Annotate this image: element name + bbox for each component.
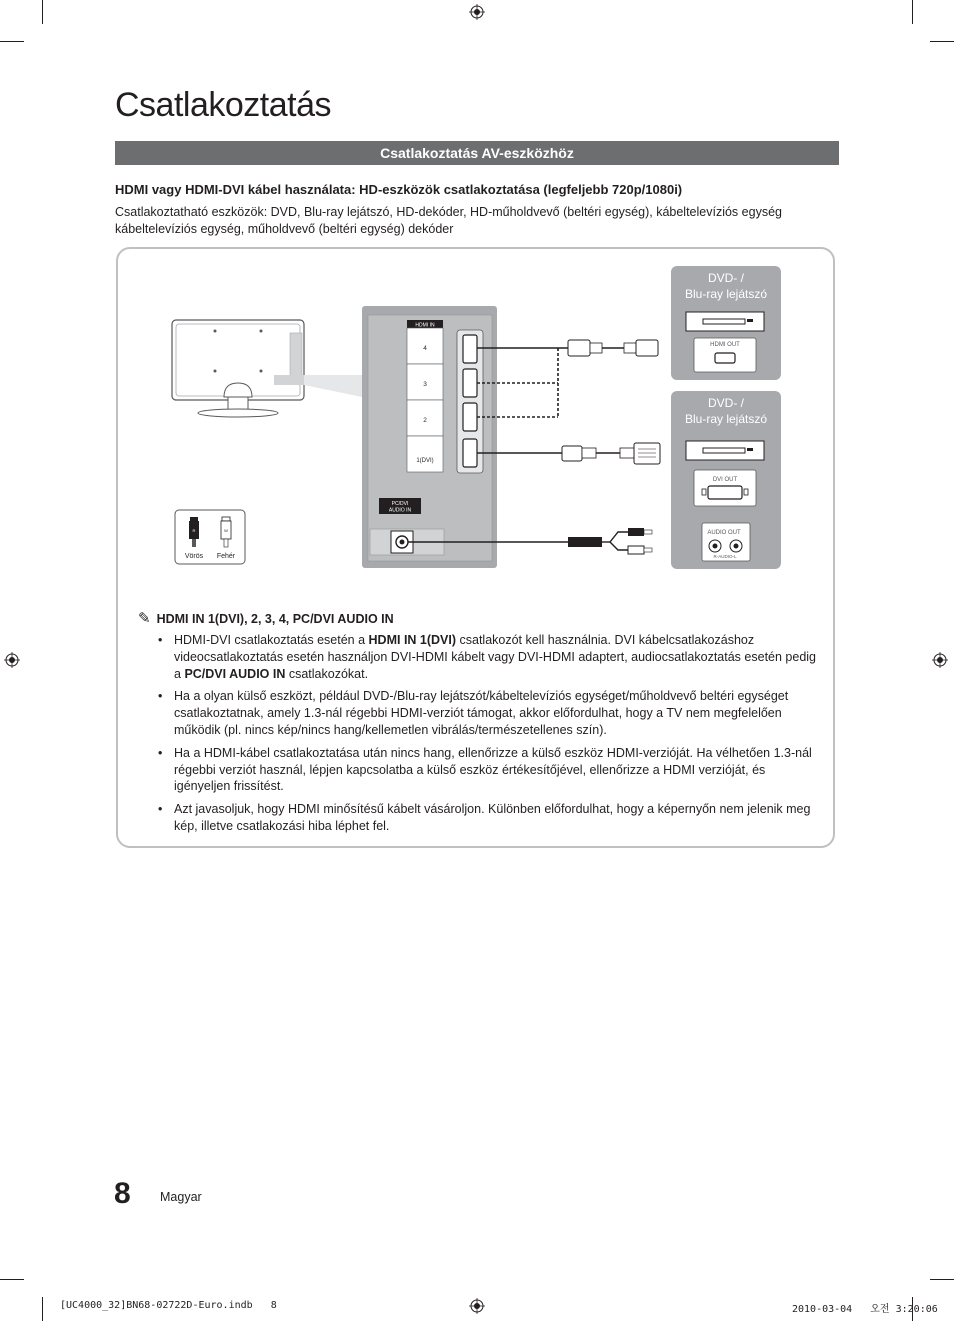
crop-mark (912, 0, 913, 24)
hdmi-port-1-label: 1(DVI) (416, 458, 434, 464)
list-item: • Ha a HDMI-kábel csatlakoztatása után nincs hang, ellenőrizze a külső eszköz HDMI-verzióját. Ha vélhetően 1.3-nál régebbi verziót használ, lépjen kapcsolatba a külső eszköz értékesítőjével, ellenőrizze a HDMI verzióját, és igényeljen frissítést. (152, 745, 818, 795)
print-slug-date: 2010-03-04 오전 3:20:06 (792, 1304, 938, 1315)
legend-red-label: Vörös (184, 553, 204, 560)
footer-language: Magyar (160, 1190, 202, 1204)
legend-white-label: Fehér (216, 553, 236, 560)
notes-heading (138, 609, 394, 627)
dvi-out-label: DVI OUT (712, 477, 738, 483)
crop-mark (0, 41, 24, 42)
list-item: • Ha a olyan külső eszközt, például DVD-/Blu-ray lejátszót/kábeltelevíziós egységet/műholdvevő beltéri egységet csatlakoztatnak, amely 1.3-nál régebbi HDMI-verziót támogat, akkor előfordulhat, hogy a TV nem megfelelően működik (pl. nincs kép/nincs hang/kellemetlen vibrálás/természetellenes szín). (152, 688, 818, 738)
pc-dvi-audio-label-1: PC/DVI (391, 501, 409, 507)
section-bar: Csatlakoztatás AV-eszközhöz (115, 141, 839, 165)
dvd-player-hdmi (671, 266, 781, 380)
registration-mark-icon (4, 652, 20, 668)
page-number: 8 (114, 1177, 131, 1210)
subheading: HDMI vagy HDMI-DVI kábel használata: HD-eszközök csatlakoztatása (legfeljebb 720p/1080i) (115, 182, 683, 197)
device-top-label-1: DVD- / (708, 271, 744, 285)
plug-r-letter: R (192, 528, 196, 533)
hdmi-cables (477, 340, 660, 464)
plug-color-legend (175, 510, 245, 564)
list-item: • Azt javasoljuk, hogy HDMI minősítésű kábelt vásároljon. Különben előfordulhat, hogy a képernyőn nem jelenik meg kép, illetve csatlakozási hiba léphet fel. (152, 801, 818, 835)
device-bottom-label-2: Blu-ray lejátszó (684, 412, 768, 426)
device-top-label-2: Blu-ray lejátszó (684, 287, 768, 301)
registration-mark-icon (469, 1298, 485, 1314)
connection-diagram (116, 247, 835, 577)
notes-list (152, 632, 818, 841)
list-item: • HDMI-DVI csatlakoztatás esetén a HDMI IN 1(DVI) csatlakozót kell használnia. DVI kábelcsatlakozáshoz videocsatlakoztatás esetén használjon DVI-HDMI kábelt vagy DVI-HDMI adaptert, audiocsatlakoztatás esetén pedig a PC/DVI AUDIO IN csatlakozókat. (152, 632, 818, 682)
tv-port-panel (362, 306, 497, 568)
hdmi-port-3-label: 3 (423, 381, 427, 388)
audio-out-label: AUDIO OUT (707, 530, 741, 536)
hdmi-in-header: HDMI IN (415, 322, 435, 329)
hdmi-port-4-label: 4 (423, 345, 427, 352)
audio-rl-label: R-AUDIO-L (713, 554, 737, 559)
crop-mark (42, 1297, 43, 1321)
hdmi-out-label: HDMI OUT (710, 342, 740, 348)
crop-mark (42, 0, 43, 24)
notes-heading-text: HDMI IN 1(DVI), 2, 3, 4, PC/DVI AUDIO IN (156, 612, 394, 626)
device-bottom-label-1: DVD- / (708, 396, 744, 410)
registration-mark-icon (932, 652, 948, 668)
pc-dvi-audio-label-2: AUDIO IN (388, 507, 412, 514)
tv-back-illustration (172, 320, 362, 417)
dvd-player-dvi (671, 391, 781, 569)
registration-mark-icon (469, 4, 485, 20)
page-title: Csatlakoztatás (115, 86, 331, 124)
hdmi-port-2-label: 2 (423, 417, 427, 424)
note-pencil-icon: ✎ (138, 610, 151, 627)
intro-text: Csatlakoztatható eszközök: DVD, Blu-ray lejátszó, HD-dekóder, HD-műholdvevő (beltéri egység), kábeltelevíziós egység kábeltelevíziós egység, műholdvevő (beltéri egység) dekóder (115, 205, 782, 236)
print-slug-file: [UC4000_32]BN68-02722D-Euro.indb 8 (60, 1300, 277, 1311)
crop-mark (0, 1279, 24, 1280)
crop-mark (930, 41, 954, 42)
crop-mark (930, 1279, 954, 1280)
plug-w-letter: W (224, 528, 228, 533)
